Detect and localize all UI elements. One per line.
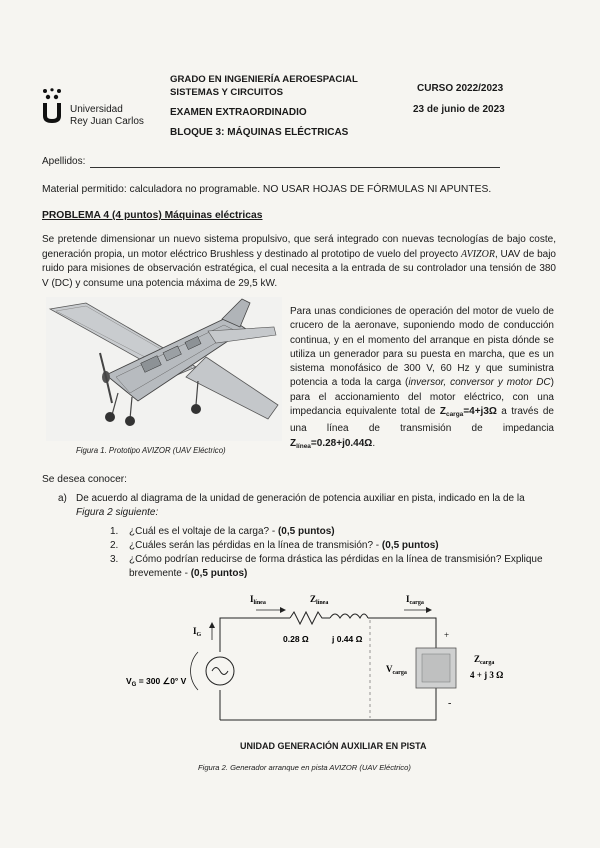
circuit-title: UNIDAD GENERACIÓN AUXILIAR EN PISTA (240, 741, 427, 751)
wire-top-right (220, 618, 436, 720)
z-linea-symbol: Z (290, 437, 297, 449)
course-label: CURSO 2022/2023 (417, 83, 504, 94)
z-carga-symbol: Z (439, 406, 446, 418)
uav-prototype-image (46, 297, 282, 441)
list-item (110, 525, 558, 539)
question-text: ¿Cuál es el voltaje de la carga? - (129, 526, 278, 537)
list-item (110, 553, 558, 581)
i-g-label: $I_G$ (193, 626, 202, 638)
figure1-caption: Figura 1. Prototipo AVIZOR (UAV Eléctrico) (76, 446, 226, 455)
question-number: 1. (110, 526, 119, 537)
resistor-symbol (290, 612, 330, 624)
question-points: (0,5 puntos) (277, 526, 335, 537)
z-carga-value: 4 + j 3 Ω (470, 670, 504, 680)
desea-conocer: Se desea conocer: (42, 474, 127, 485)
intro-text-1: Se pretende dimensionar un nuevo sistema propulsivo, que será integrado con nuevas tecnologías de bajo coste, generación propia, un motor eléctrico Brushless y destinado al prototipo de vuelo del proyecto (42, 234, 556, 260)
side-text-4: . (372, 437, 376, 449)
z-carga-sub: carga (445, 411, 464, 419)
question-points: (0,5 puntos) (190, 568, 248, 579)
z-linea-value: =0.28+j0.44Ω (310, 437, 373, 449)
z-linea-label: $Z_{línea}$ (310, 594, 329, 606)
circuit-diagram (120, 590, 504, 730)
question-text: ¿Cuáles serán las pérdidas en la línea de transmisión? - (129, 540, 382, 551)
side-text-1: Para unas condiciones de operación del motor de vuelo de crucero de la aeronave, suponiendo modo de conducción continua, y en el momento del arranque en pista dónde se utiliza un generador para su puesta en marcha, que es un sistema monofásico de 300 V, 60 Hz y que suministra potencia a toda la carga ( (290, 306, 554, 389)
university-logo-icon (40, 88, 64, 124)
reactance-value: j 0.44 Ω (332, 634, 363, 644)
question-a (58, 492, 558, 519)
question-a-italic: Figura 2 siguiente: (76, 506, 159, 518)
z-linea-expr (290, 438, 372, 449)
question-number: 3. (110, 554, 119, 565)
degree-title: GRADO EN INGENIERÍA AEROESPACIAL (170, 74, 358, 85)
university-name-line1: Universidad (70, 104, 123, 115)
university-name-line2: Rey Juan Carlos (70, 116, 144, 127)
question-a-text: De acuerdo al diagrama de la unidad de generación de potencia auxiliar en pista, indicado en la de la (76, 493, 525, 504)
z-carga-value: =4+j3Ω (463, 406, 497, 418)
side-text-2: ) para el accionamiento del motor eléctrico, con una impedancia equivalente total de (290, 377, 554, 418)
i-carga-label: $I_{carga}$ (406, 594, 424, 606)
subject-title: SISTEMAS Y CIRCUITOS (170, 87, 284, 98)
question-points: (0,5 puntos) (381, 540, 439, 551)
block-title: BLOQUE 3: MÁQUINAS ELÉCTRICAS (170, 127, 349, 138)
material-note: Material permitido: calculadora no programable. NO USAR HOJAS DE FÓRMULAS NI APUNTES. (42, 184, 492, 195)
side-paragraph (290, 305, 554, 454)
intro-paragraph (42, 233, 556, 291)
intro-text-2: , UAV de bajo ruido para misiones de observación estratégica, el cual necesita a la entrada de su controlador una tensión de 380 V (DC) y consume una potencia máxima de 29,5 kW. (42, 248, 556, 289)
z-carga-label: $Z_{carga}$ (474, 654, 495, 666)
question-a-label: a) (58, 493, 67, 504)
z-carga-expr (440, 406, 497, 417)
exam-title: EXAMEN EXTRAORDINADIO (170, 107, 307, 118)
problem-title: PROBLEMA 4 (4 puntos) Máquinas eléctricas (42, 210, 263, 221)
figure2-caption: Figura 2. Generador arranque en pista AVIZOR (UAV Eléctrico) (198, 763, 411, 772)
side-text-italic: inversor, conversor y motor DC (408, 377, 551, 389)
inductor-symbol (330, 614, 368, 618)
apellidos-field-line[interactable] (90, 167, 500, 168)
v-g-label: $V_G = 300$ ∠0° V (126, 676, 187, 688)
plus-sign: + (444, 630, 450, 640)
resistance-value: 0.28 Ω (283, 634, 309, 644)
side-text-3: a través de una línea de transmisión de impedancia (290, 406, 554, 435)
apellidos-label: Apellidos: (42, 156, 86, 167)
z-linea-sub: línea (296, 442, 311, 450)
list-item (110, 539, 558, 553)
question-text: ¿Cómo podrían reducirse de forma drástica las pérdidas en la línea de transmisión? Explique brevemente - (129, 554, 543, 579)
exam-date: 23 de junio de 2023 (413, 104, 505, 115)
question-number: 2. (110, 540, 119, 551)
i-linea-label: $I_{línea}$ (250, 594, 266, 606)
v-carga-label: $V_{carga}$ (386, 664, 407, 676)
minus-sign: - (448, 698, 452, 709)
question-list (110, 525, 558, 581)
intro-avizor: AVIZOR (460, 248, 495, 260)
